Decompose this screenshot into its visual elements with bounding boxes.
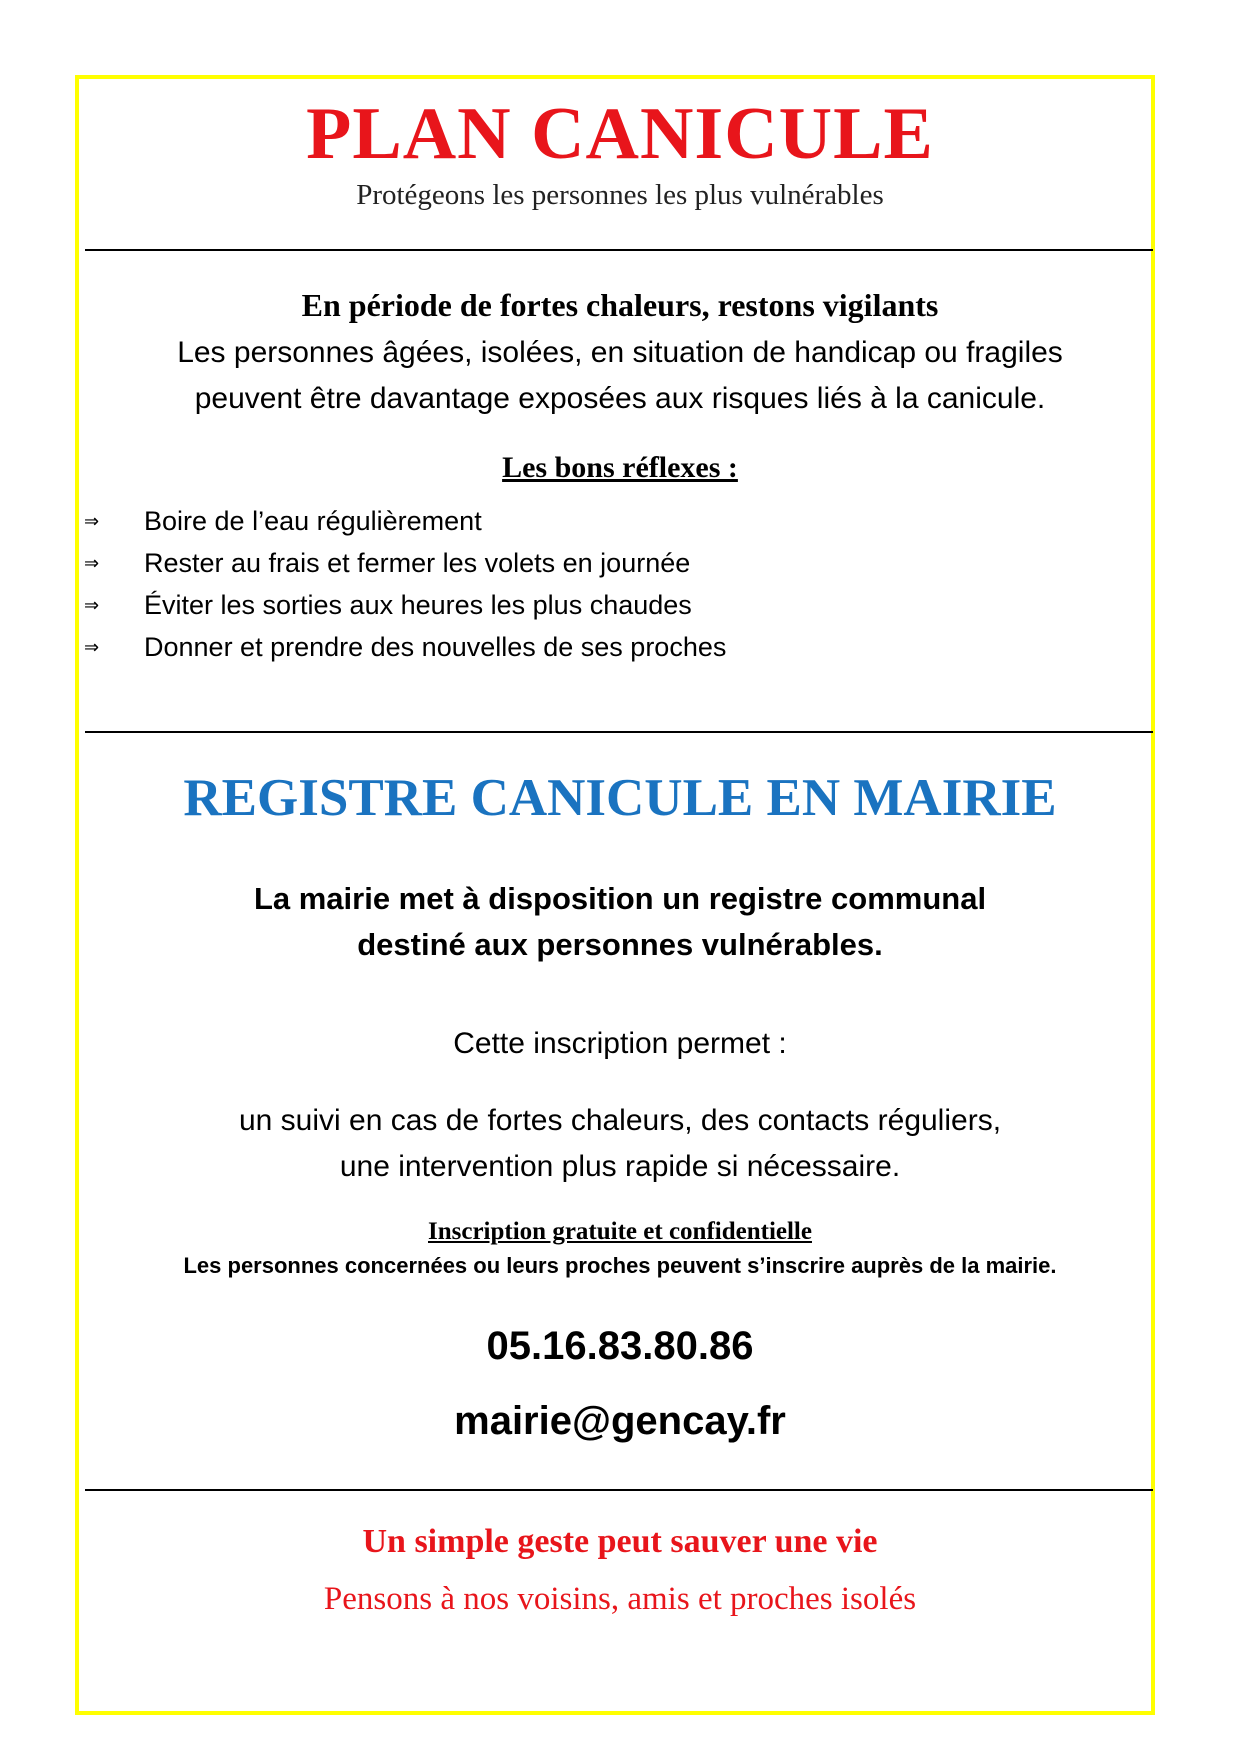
registre-title: REGISTRE CANICULE EN MAIRIE	[183, 769, 1057, 827]
double-arrow-icon: ⇒	[84, 553, 100, 573]
divider-3	[85, 1489, 1153, 1491]
list-item	[0, 500, 1240, 542]
permet-line-1: un suivi en cas de fortes chaleurs, des contacts réguliers,	[238, 1104, 1002, 1137]
list-item	[0, 542, 1240, 584]
list-item	[0, 584, 1240, 626]
page-title: PLAN CANICULE	[306, 93, 934, 175]
double-arrow-icon: ⇒	[84, 595, 100, 615]
reflex-text: Donner et prendre des nouvelles de ses proches	[144, 632, 727, 662]
registre-intro	[0, 876, 1240, 968]
vigilance-heading: En période de fortes chaleurs, restons vigilants	[301, 287, 939, 323]
footer-slogan: Un simple geste peut sauver une vie	[362, 1523, 878, 1560]
email-address: mairie@gencay.fr	[454, 1399, 786, 1443]
concernees-text: Les personnes concernées ou leurs proches peuvent s’inscrire auprès de la mairie.	[183, 1253, 1057, 1278]
double-arrow-icon: ⇒	[84, 637, 100, 657]
reflex-text: Rester au frais et fermer les volets en journée	[144, 548, 691, 578]
inscription-permet-label: Cette inscription permet :	[453, 1027, 787, 1060]
list-item	[0, 626, 1240, 668]
reflexes-heading: Les bons réflexes :	[502, 451, 738, 484]
divider-2	[85, 731, 1153, 733]
vigilance-line-2: peuvent être davantage exposées aux risques liés à la canicule.	[194, 382, 1046, 415]
reflexes-list	[0, 500, 1240, 668]
permet-details	[0, 1098, 1240, 1190]
reflex-text: Boire de l’eau régulièrement	[144, 506, 482, 536]
permet-line-2: une intervention plus rapide si nécessaire.	[339, 1150, 901, 1183]
vigilance-text	[0, 330, 1240, 422]
phone-number: 05.16.83.80.86	[486, 1324, 754, 1368]
page-subtitle: Protégeons les personnes les plus vulnérables	[356, 179, 884, 211]
registre-intro-line-1: La mairie met à disposition un registre communal	[253, 881, 987, 916]
footer-slogan-sub: Pensons à nos voisins, amis et proches isolés	[323, 1581, 917, 1617]
divider-1	[85, 249, 1153, 251]
registre-intro-line-2: destiné aux personnes vulnérables.	[357, 927, 883, 962]
inscription-gratuite-heading: Inscription gratuite et confidentielle	[428, 1218, 812, 1245]
vigilance-line-1: Les personnes âgées, isolées, en situation de handicap ou fragiles	[177, 336, 1063, 369]
double-arrow-icon: ⇒	[84, 511, 100, 531]
reflex-text: Éviter les sorties aux heures les plus chaudes	[144, 590, 692, 620]
